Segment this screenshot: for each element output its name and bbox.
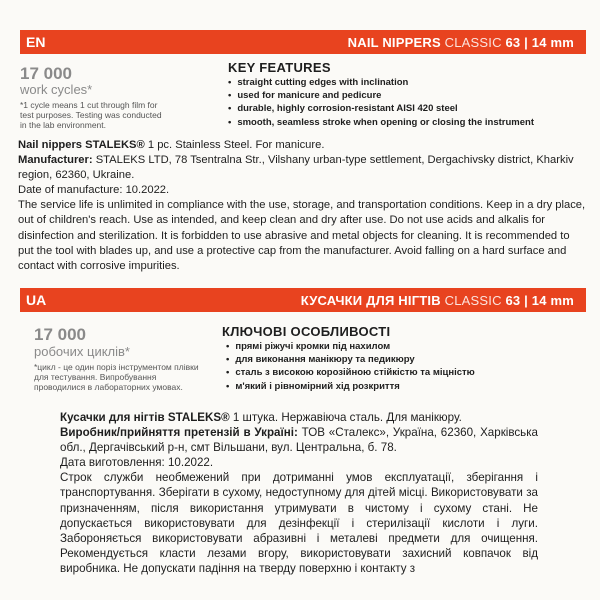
ua-title-size: 63 | 14 mm [505,292,574,308]
ua-feature-item: • м'який і рівномірний хід розкриття [226,380,475,393]
en-cycles-label: work cycles* [20,82,93,97]
ua-feature-item: • для виконання манікюру та педикюру [226,353,475,366]
ua-feature-item: • прямі ріжучі кромки під нахилом [226,340,475,353]
en-product-info [18,138,586,274]
en-product-title [348,35,574,50]
en-feature-item: • durable, highly corrosion-resistant AISI 420 steel [228,102,534,115]
ua-cycles-number: 17 000 [34,325,86,344]
en-manufacture-date: Date of manufacture: 10.2022. [18,184,170,197]
en-manufacturer-text: STALEKS LTD, 78 Tsentralna Str., Vilshany urban-type settlement, Dergachivsky district, Kharkiv region, 62360, Ukraine. [18,154,574,182]
en-header-banner [20,30,586,54]
en-title-classic: CLASSIC [444,34,502,50]
ua-product-desc: 1 штука. Нержавіюча сталь. Для манікюру. [229,411,462,424]
ua-header-banner [20,288,586,312]
en-feature-item: • used for manicure and pedicure [228,89,534,102]
ua-title-main: КУСАЧКИ ДЛЯ НІГТІВ [300,292,441,308]
ua-product-info [60,410,538,576]
ua-cycles-label: робочих циклів* [34,344,130,359]
ua-key-features-list [226,340,475,393]
en-product-label: Nail nippers STALEKS® [18,139,145,151]
ua-care-instructions: Строк служби необмежений при дотриманні умов експлуатації, зберігання і транспортування. Зберігати в сухому, недоступному для дітей місці. Використовувати за призначенням, після використання утримувати в чистому і сухому стані. Не допускається використовувати для дезінфекції і стерилізації кислоти і луги. Забороняється використовувати абразивні і металеві предмети для очищення. Рекомендується класти лезами вгору, використовувати захисний ковпачок від виробника. Не допускати падіння на тверду поверхню і контакту з [60,471,538,575]
ua-manufacture-date: Дата виготовлення: 10.2022. [60,456,214,470]
en-feature-item: • smooth, seamless stroke when opening or closing the instrument [228,116,534,129]
ua-product-label: Кусачки для нігтів STALEKS® [60,411,230,424]
ua-manufacturer-text: ТОВ «Сталекс», Україна, 62360, Харківська обл., Дергачівський р-н, смт Вільшани, вул. Центральна, б. 78. [60,426,538,455]
en-key-features-list [228,76,534,129]
ua-manufacturer-label: Виробник/прийняття претензій в Україні: [60,426,298,440]
en-feature-item: • straight cutting edges with inclination [228,76,534,89]
en-care-instructions: The service life is unlimited in compliance with the use, storage, and transportation conditions. Keep in a dry place, out of children's reach. Use as intended, and keep clean and dry after use. Do not use acids and alkalis for disinfection and sterilization. It is forbidden to use abrasive and metal objects for cleaning. It is recommended to put the tool with blades up, and use a protective cap from the manufacturer. Avoid falling on a hard surface and contact with corrosive impurities. [18,199,586,272]
ua-title-classic: CLASSIC [444,292,502,308]
en-manufacturer-label: Manufacturer: [18,154,93,167]
en-title-size: 63 | 14 mm [505,34,574,50]
en-title-main: NAIL NIPPERS [347,34,441,50]
en-product-desc: 1 pc. Stainless Steel. For manicure. [144,139,325,151]
ua-feature-item: • сталь з високою корозійною стійкістю та міцністю [226,366,475,379]
ua-language-code: UA [26,292,47,308]
ua-cycles-footnote: *цикл - це один поріз інструментом плівки для тестування. Випробування проводилися в лабораторних умовах. [34,362,199,392]
ua-product-title [301,293,574,308]
en-key-features-title: KEY FEATURES [228,60,331,75]
en-cycles-footnote: *1 cycle means 1 cut through film for test purposes. Testing was conducted in the lab environment. [20,100,162,130]
en-language-code: EN [26,34,46,50]
ua-key-features-title: КЛЮЧОВІ ОСОБЛИВОСТІ [222,324,391,339]
en-cycles-number: 17 000 [20,64,72,83]
